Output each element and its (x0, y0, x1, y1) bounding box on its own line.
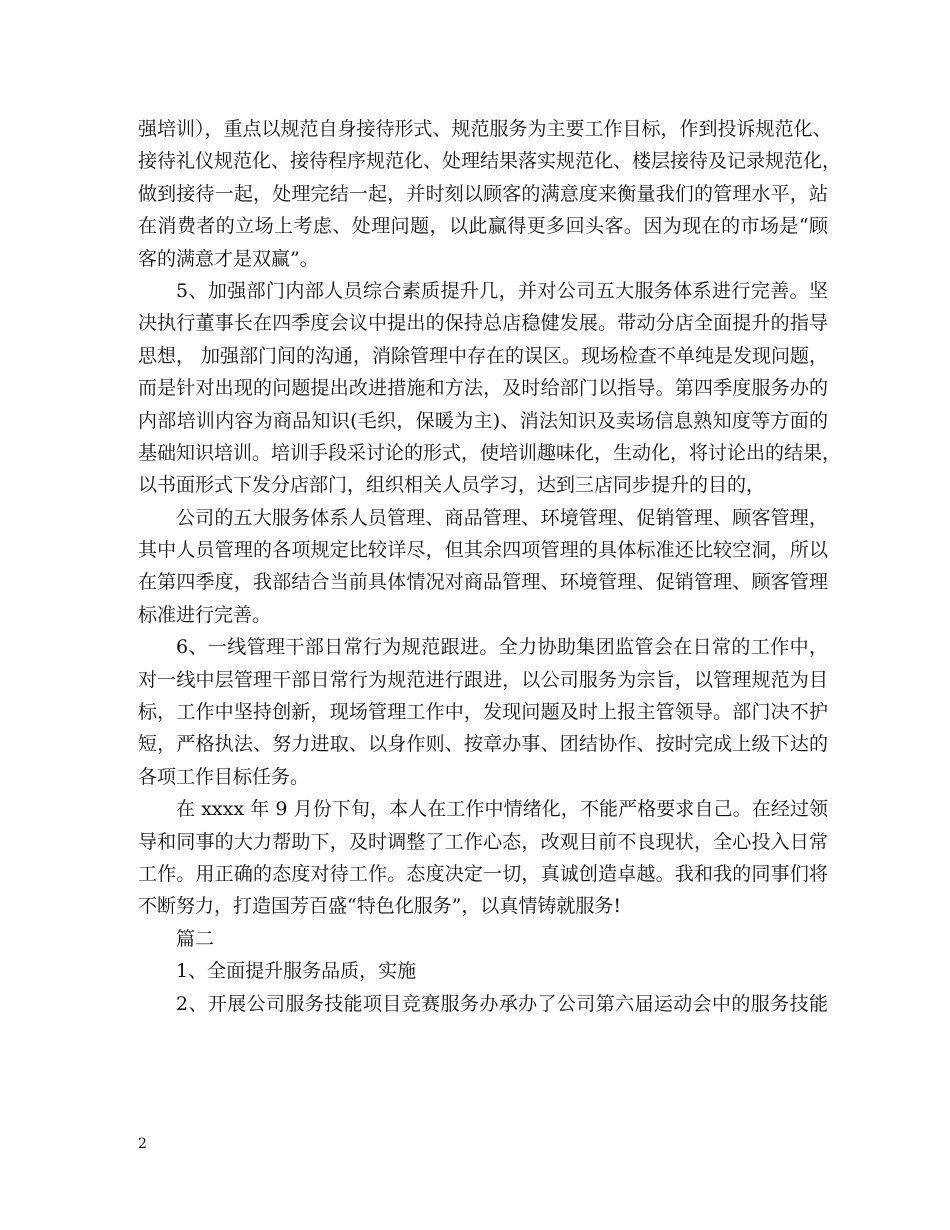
paragraph-item-5 (138, 275, 842, 502)
text-line: 决执行董事长在四季度会议中提出的保持总店稳健发展。带动分店全面提升的指导 (138, 312, 828, 335)
text-line: 工作。用正确的态度对待工作。态度决定一切，真诚创造卓越。我和我的同事们将 (138, 862, 828, 885)
section-heading-two (138, 923, 828, 955)
text-line: 客的满意才是双赢”。 (138, 247, 319, 270)
text-line: 在消费者的立场上考虑、处理问题，以此赢得更多回头客。因为现在的市场是“顾 (138, 215, 828, 238)
paragraph-item-6 (138, 631, 828, 793)
text-line: 在第四季度，我部结合当前具体情况对商品管理、环境管理、促销管理、顾客管理 (138, 571, 828, 594)
text-line: 篇二 (176, 927, 215, 950)
document-body (138, 113, 842, 1020)
text-line: 以书面形式下发分店部门，组织相关人员学习，达到三店同步提升的目的， (138, 474, 766, 497)
text-line: 2、开展公司服务技能项目竞赛服务办承办了公司第六届运动会中的服务技能 (176, 992, 828, 1015)
text-line: 5、加强部门内部人员综合素质提升几，并对公司五大服务体系进行完善。坚 (176, 279, 828, 302)
paragraph-continued-training (138, 113, 842, 275)
text-line: 基础知识培训。培训手段采讨论的形式，使培训趣味化，生动化，将讨论出的结果， (138, 441, 842, 464)
text-line: 不断努力，打造国芳百盛“特色化服务”，以真情铸就服务! (138, 895, 622, 918)
paragraph-two-item-1 (138, 955, 828, 987)
text-line: 内部培训内容为商品知识(毛织，保暖为主)、消法知识及卖场信息熟知度等方面的 (138, 409, 828, 432)
text-line: 各项工作目标任务。 (138, 765, 310, 788)
text-line: 强培训），重点以规范自身接待形式、规范服务为主要工作目标，作到投诉规范化、 (138, 118, 832, 140)
text-line: 对一线中层管理干部日常行为规范进行跟进，以公司服务为宗旨，以管理规范为目 (138, 668, 828, 691)
text-line: 在 xxxx 年 9 月份下旬，本人在工作中情绪化，不能严格要求自己。在经过领 (176, 798, 828, 821)
paragraph-september (138, 793, 828, 923)
text-line: 思想， 加强部门间的沟通，消除管理中存在的误区。现场检查不单纯是发现问题， (138, 344, 829, 367)
paragraph-five-systems (138, 502, 828, 632)
text-line: 标，工作中坚持创新，现场管理工作中，发现问题及时上报主管领导。部门决不护 (138, 701, 828, 724)
text-line: 导和同事的大力帮助下，及时调整了工作心态，改观目前不良现状，全心投入日常 (138, 830, 828, 853)
text-line: 1、全面提升服务品质，实施 (176, 960, 417, 983)
text-line: 接待礼仪规范化、接待程序规范化、处理结果落实规范化、楼层接待及记录规范化， (138, 150, 842, 173)
text-line: 而是针对出现的问题提出改进措施和方法，及时给部门以指导。第四季度服务办的 (138, 377, 828, 400)
paragraph-two-item-2 (138, 988, 828, 1020)
text-line: 做到接待一起，处理完结一起，并时刻以顾客的满意度来衡量我们的管理水平，站 (138, 182, 828, 205)
text-line: 公司的五大服务体系人员管理、商品管理、环境管理、促销管理、顾客管理， (176, 506, 828, 529)
text-line: 其中人员管理的各项规定比较详尽，但其余四项管理的具体标准还比较空洞，所以 (138, 539, 828, 562)
page-number: 2 (138, 1136, 147, 1152)
text-line: 6、一线管理干部日常行为规范跟进。全力协助集团监管会在日常的工作中， (176, 636, 828, 659)
text-line: 标准进行完善。 (138, 603, 272, 626)
text-line: 短，严格执法、努力进取、以身作则、按章办事、团结协作、按时完成上级下达的 (138, 733, 828, 756)
